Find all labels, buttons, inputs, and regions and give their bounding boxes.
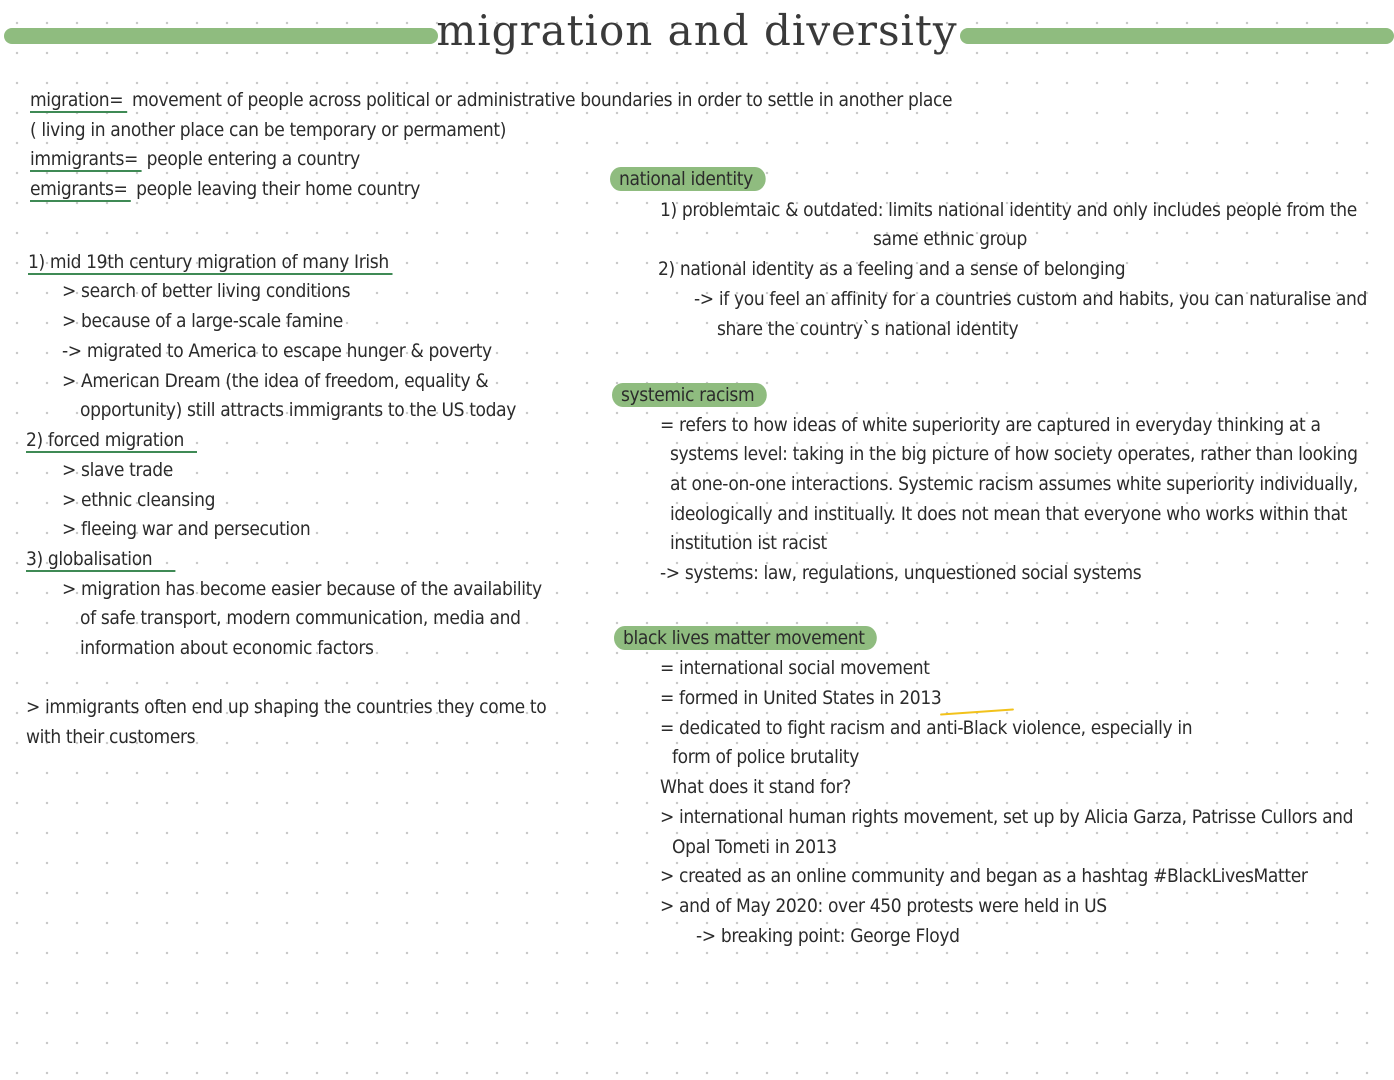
definition-text: people entering a country	[141, 148, 360, 170]
list-item: -> breaking point: George Floyd	[696, 925, 960, 947]
list-item: > and of May 2020: over 450 protests were held in US	[660, 895, 1107, 917]
list-item: -> if you feel an affinity for a countries custom and habits, you can naturalise and	[694, 288, 1367, 310]
list-item: Opal Tometi in 2013	[672, 836, 837, 858]
list-item: = dedicated to fight racism and anti-Black violence, especially in	[660, 717, 1193, 739]
list-item: systems level: taking in the big picture of how society operates, rather than looking	[670, 443, 1358, 465]
definition-term: emigrants=	[30, 178, 131, 202]
list-item: of safe transport, modern communication, media and	[80, 607, 521, 629]
list-item: = international social movement	[660, 657, 930, 679]
list-item: -> systems: law, regulations, unquestioned social systems	[660, 562, 1142, 584]
list-item: ideologically and institually. It does not mean that everyone who works within that	[670, 503, 1348, 525]
closing-note: > immigrants often end up shaping the countries they come to	[26, 696, 547, 718]
list-item: > migration has become easier because of the availability	[62, 578, 542, 600]
list-item: = refers to how ideas of white superiority are captured in everyday thinking at a	[660, 414, 1321, 436]
list-item: > slave trade	[62, 459, 173, 481]
list-item: > because of a large-scale famine	[62, 310, 343, 332]
list-item: share the country`s national identity	[717, 318, 1019, 340]
list-item: 1) problemtaic & outdated: limits national identity and only includes people from the	[660, 199, 1357, 221]
section-heading	[26, 428, 197, 452]
tag-black-lives-matter: black lives matter movement	[614, 626, 877, 650]
list-item: information about economic factors	[80, 637, 374, 659]
closing-note: with their customers	[26, 726, 196, 748]
definition-migration	[30, 88, 952, 112]
list-item: at one-on-one interactions. Systemic racism assumes white superiority individually,	[670, 473, 1358, 495]
definition-emigrants	[30, 177, 420, 201]
list-item: form of police brutality	[672, 746, 860, 768]
section-heading-text: 2) forced migration	[26, 429, 197, 453]
list-item: > fleeing war and persecution	[62, 518, 311, 540]
tag-national-identity: national identity	[610, 167, 765, 191]
definition-note: ( living in another place can be temporary or permament)	[30, 119, 507, 141]
list-item: 2) national identity as a feeling and a sense of belonging	[658, 258, 1126, 280]
list-item: institution ist racist	[670, 532, 827, 554]
definition-text: movement of people across political or administrative boundaries in order to settle in another place	[126, 89, 953, 111]
list-item: -> migrated to America to escape hunger & poverty	[62, 340, 492, 362]
definition-term: migration=	[30, 89, 127, 113]
list-item: > created as an online community and began as a hashtag #BlackLivesMatter	[660, 865, 1308, 887]
definition-term: immigrants=	[30, 148, 142, 172]
page-title: migration and diversity	[436, 6, 958, 55]
list-item: > search of better living conditions	[62, 280, 351, 302]
list-item: same ethnic group	[873, 228, 1028, 250]
list-item: > ethnic cleansing	[62, 489, 216, 511]
section-heading	[28, 250, 392, 274]
section-heading-text: 3) globalisation	[26, 548, 176, 572]
list-item: = formed in United States in 2013	[660, 687, 942, 709]
list-item: opportunity) still attracts immigrants to the US today	[80, 399, 517, 421]
list-item: > American Dream (the idea of freedom, equality &	[62, 370, 489, 392]
tag-systemic-racism: systemic racism	[612, 383, 767, 407]
section-heading-text: 1) mid 19th century migration of many Irish	[28, 251, 392, 275]
list-item: > international human rights movement, set up by Alicia Garza, Patrisse Cullors and	[660, 806, 1354, 828]
definition-text: people leaving their home country	[131, 178, 421, 200]
definition-immigrants	[30, 147, 360, 171]
highlight-mark	[940, 708, 1014, 715]
section-heading	[26, 547, 176, 571]
list-item: What does it stand for?	[660, 776, 851, 798]
